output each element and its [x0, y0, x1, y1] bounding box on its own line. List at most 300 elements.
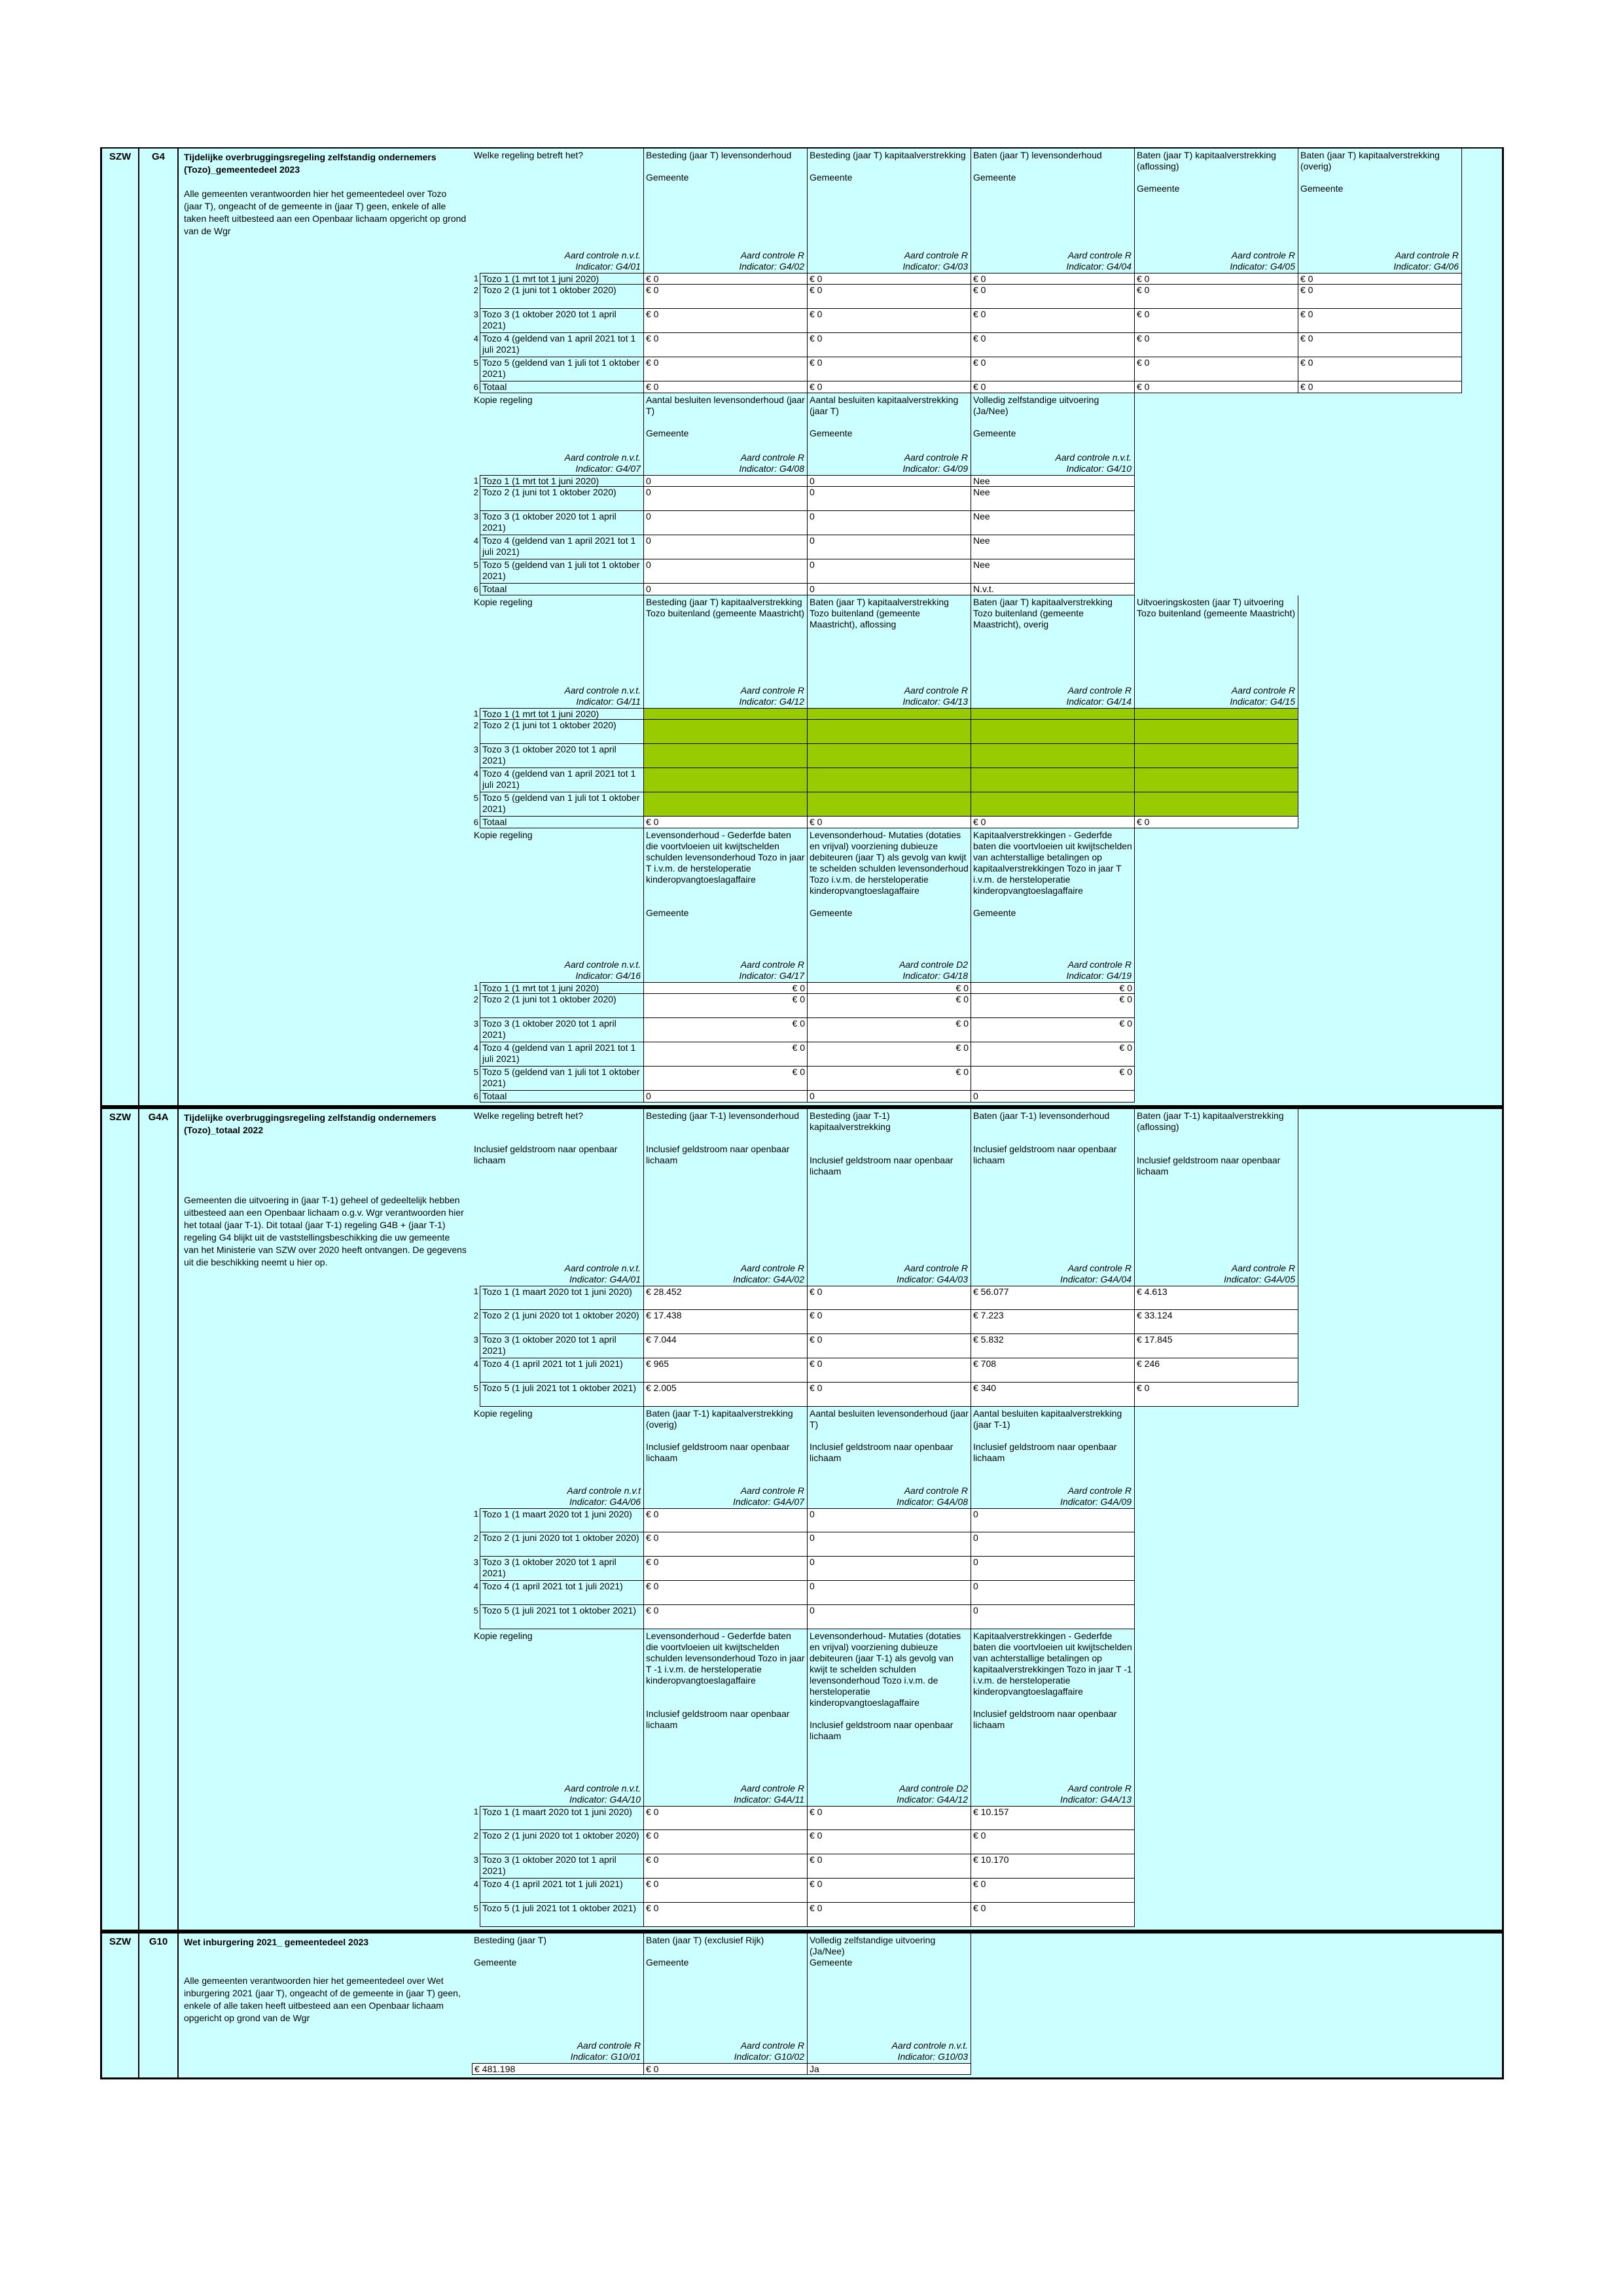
row-label-text: Tozo 4 (1 april 2021 tot 1 juli 2021): [480, 1358, 644, 1383]
row-label: [472, 708, 644, 720]
row-number: 4: [473, 1879, 478, 1889]
row-label-text: Tozo 2 (1 juni 2020 tot 1 oktober 2020): [480, 1310, 644, 1334]
row-number: 3: [473, 1019, 478, 1029]
value-cell[interactable]: € 0: [644, 333, 808, 357]
row-number: 6: [473, 1091, 478, 1101]
column-header-text: Kapitaalverstrekkingen - Gederfde baten die voortvloeien uit kwijtschelden van achterstallige betalingen op kapitaalverstrekkingen Tozo in jaar T -1 i.v.m. de hersteloperatie kinderopvangtoeslagaffaire Inclusief geldstroom naar openbaar lichaam: [973, 1631, 1132, 1730]
value-cell[interactable]: [644, 792, 808, 817]
row-label: [472, 475, 644, 487]
value-cell[interactable]: € 0: [808, 982, 971, 994]
row-number: 4: [473, 536, 478, 546]
value-cell[interactable]: [808, 708, 971, 720]
value-cell[interactable]: € 0: [644, 817, 808, 828]
control-indicator: Aard controle R Indicator: G4/09: [902, 452, 968, 474]
value-cell[interactable]: [808, 720, 971, 744]
block-header: [472, 595, 1462, 708]
value-cell[interactable]: [644, 768, 808, 792]
table-row: [472, 1042, 1462, 1067]
value-cell[interactable]: € 10.157: [971, 1806, 1135, 1830]
value-cell[interactable]: [808, 792, 971, 817]
table-row: [472, 511, 1462, 535]
value-cell[interactable]: € 0: [1298, 381, 1462, 393]
table-row: [472, 1581, 1298, 1605]
row-label: [472, 1903, 644, 1927]
table-row: [472, 1018, 1462, 1042]
row-number: 2: [473, 285, 478, 295]
value-cell[interactable]: € 0: [971, 1042, 1135, 1067]
row-label-text: Tozo 1 (1 maart 2020 tot 1 juni 2020): [480, 1806, 644, 1830]
row-label-text: Tozo 1 (1 maart 2020 tot 1 juni 2020): [480, 1508, 644, 1532]
row-number: 1: [473, 274, 478, 283]
column-header-text: Aantal besluiten levensonderhoud (jaar T) Gemeente: [646, 395, 805, 438]
column-header-text: Baten (jaar T) kapitaalverstrekking Tozo buitenland (gemeente Maastricht), overig: [973, 597, 1113, 629]
value-cell[interactable]: 0: [808, 559, 971, 584]
value-cell[interactable]: € 340: [971, 1383, 1135, 1407]
value-cell[interactable]: 0: [808, 1532, 971, 1557]
value-cell[interactable]: € 0: [808, 273, 971, 285]
row-number: 1: [473, 1807, 478, 1816]
value-cell[interactable]: € 0: [644, 1806, 808, 1830]
value-cell[interactable]: € 0: [808, 1042, 971, 1067]
value-cell[interactable]: € 0: [1135, 381, 1298, 393]
value-cell[interactable]: € 5.832: [971, 1334, 1135, 1358]
value-cell[interactable]: 0: [808, 475, 971, 487]
value-cell[interactable]: € 17.845: [1135, 1334, 1298, 1358]
row-label-text: Tozo 5 (geldend van 1 juli tot 1 oktober 2021): [480, 792, 644, 817]
table-row: [472, 1310, 1298, 1334]
value-cell[interactable]: € 0: [971, 994, 1135, 1018]
column-header: [644, 1407, 808, 1508]
column-header-text: Volledig zelfstandige uitvoering (Ja/Nee) Gemeente: [810, 1935, 936, 1968]
control-indicator: Aard controle R Indicator: G10/01: [570, 2040, 641, 2062]
control-indicator: Aard controle R Indicator: G4/19: [1066, 959, 1132, 981]
row-label-text: Tozo 4 (1 april 2021 tot 1 juli 2021): [480, 1581, 644, 1605]
value-cell[interactable]: € 7.223: [971, 1310, 1135, 1334]
value-cell[interactable]: € 0: [1298, 273, 1462, 285]
row-label: [472, 1286, 644, 1310]
table-row: [472, 768, 1462, 792]
value-cell[interactable]: 0: [644, 1091, 808, 1103]
value-cell[interactable]: Ja: [808, 2063, 971, 2075]
value-cell[interactable]: € 0: [808, 1879, 971, 1903]
column-header-text: Levensonderhoud - Gederfde baten die voortvloeien uit kwijtschelden schulden levensonderhoud Tozo in jaar T i.v.m. de hersteloperatie kinderopvangtoeslagaffaire Gemeente: [646, 830, 805, 918]
value-cell[interactable]: € 0: [644, 1067, 808, 1091]
value-cell[interactable]: € 0: [808, 333, 971, 357]
value-cell[interactable]: € 0: [971, 817, 1135, 828]
column-header: [644, 1629, 808, 1806]
column-header-text: Kapitaalverstrekkingen - Gederfde baten die voortvloeien uit kwijtschelden van achterstallige betalingen op kapitaalverstrekkingen Tozo in jaar T i.v.m. de hersteloperatie kinderopvangtoeslagaffaire Gemeente: [973, 830, 1132, 918]
value-cell[interactable]: € 0: [971, 1018, 1135, 1042]
control-indicator: Aard controle R Indicator: G4A/03: [897, 1263, 968, 1284]
row-label: [472, 720, 644, 744]
value-cell[interactable]: 0: [644, 475, 808, 487]
value-cell[interactable]: [808, 768, 971, 792]
value-cell[interactable]: € 0: [1135, 309, 1298, 333]
row-label-text: Tozo 2 (1 juni tot 1 oktober 2020): [480, 285, 644, 309]
value-cell[interactable]: € 0: [644, 2063, 808, 2075]
table-row: [472, 285, 1462, 309]
row-label-text: Tozo 3 (1 oktober 2020 tot 1 april 2021): [480, 1854, 644, 1879]
value-cell[interactable]: € 0: [644, 285, 808, 309]
value-cell[interactable]: € 965: [644, 1358, 808, 1383]
column-header-text: Besteding (jaar T) kapitaalverstrekking Tozo buitenland (gemeente Maastricht): [646, 597, 805, 618]
control-indicator: Aard controle R Indicator: G4/17: [739, 959, 804, 981]
section-g4a: [100, 1107, 1504, 1932]
row-number: 5: [473, 1067, 478, 1077]
value-cell[interactable]: [1135, 708, 1298, 720]
column-header-text: Aantal besluiten kapitaalverstrekking (jaar T) Gemeente: [810, 395, 959, 438]
column-header: [971, 393, 1135, 475]
value-cell[interactable]: € 0: [1298, 333, 1462, 357]
column-header: [1135, 1109, 1298, 1286]
row-number: 2: [473, 487, 478, 497]
column-header: [808, 393, 971, 475]
row-number: 6: [473, 817, 478, 827]
label-header-text: Kopie regeling: [474, 1631, 533, 1641]
value-cell[interactable]: € 0: [808, 1286, 971, 1310]
ministry-cell: SZW: [102, 1109, 139, 1930]
value-cell[interactable]: € 0: [808, 1903, 971, 1927]
value-cell[interactable]: € 0: [644, 1508, 808, 1532]
control-indicator: Aard controle R Indicator: G4A/13: [1060, 1783, 1132, 1805]
row-number: 1: [473, 983, 478, 993]
value-cell[interactable]: Nee: [971, 535, 1135, 559]
value-cell[interactable]: € 0: [971, 1879, 1135, 1903]
value-cell[interactable]: € 0: [808, 1018, 971, 1042]
value-cell[interactable]: € 0: [971, 1830, 1135, 1854]
row-number: 3: [473, 745, 478, 754]
row-label-text: Tozo 1 (1 maart 2020 tot 1 juni 2020): [480, 1286, 644, 1310]
value-cell[interactable]: € 0: [971, 1903, 1135, 1927]
row-label-text: Tozo 3 (1 oktober 2020 tot 1 april 2021): [480, 511, 644, 535]
value-cell[interactable]: 0: [644, 535, 808, 559]
value-cell[interactable]: € 0: [1135, 1383, 1298, 1407]
column-header-text: Baten (jaar T) kapitaalverstrekking Tozo buitenland (gemeente Maastricht), aflossing: [810, 597, 949, 629]
column-header-text: Baten (jaar T-1) levensonderhoud Inclusief geldstroom naar openbaar lichaam: [973, 1110, 1117, 1165]
regulation-description: [179, 149, 472, 1105]
value-cell[interactable]: [1135, 768, 1298, 792]
control-indicator: Aard controle R Indicator: G4/13: [902, 685, 968, 707]
table-row: [472, 744, 1462, 768]
row-label: [472, 559, 644, 584]
row-label: [472, 1532, 644, 1557]
value-cell[interactable]: € 0: [808, 1806, 971, 1830]
value-cell[interactable]: € 0: [644, 1903, 808, 1927]
row-label: [472, 1091, 644, 1103]
row-label-text: Tozo 4 (geldend van 1 april 2021 tot 1 juli 2021): [480, 768, 644, 792]
row-number: 5: [473, 1903, 478, 1913]
control-indicator: Aard controle R Indicator: G4/12: [739, 685, 804, 707]
value-cell[interactable]: 0: [808, 1605, 971, 1629]
table-row: [472, 792, 1462, 817]
row-label-text: Tozo 3 (1 oktober 2020 tot 1 april 2021): [480, 309, 644, 333]
row-label-text: Tozo 4 (geldend van 1 april 2021 tot 1 juli 2021): [480, 535, 644, 559]
value-cell[interactable]: € 0: [644, 309, 808, 333]
column-header-text: Aantal besluiten kapitaalverstrekking (jaar T-1) Inclusief geldstroom naar openbaar lichaam: [973, 1408, 1122, 1463]
column-header: [472, 1934, 644, 2063]
grid-body: [472, 1109, 1298, 1927]
value-cell[interactable]: [808, 744, 971, 768]
row-label-text: Tozo 4 (geldend van 1 april 2021 tot 1 juli 2021): [480, 1042, 644, 1067]
row-number: 6: [473, 382, 478, 392]
block-header: [472, 393, 1462, 475]
control-indicator: Aard controle n.v.t. Indicator: G10/03: [891, 2040, 968, 2062]
column-header: [971, 1109, 1135, 1286]
value-cell[interactable]: € 0: [971, 357, 1135, 381]
value-cell[interactable]: [644, 708, 808, 720]
column-header-text: Besteding (jaar T-1) levensonderhoud Inclusief geldstroom naar openbaar lichaam: [646, 1110, 800, 1165]
value-cell[interactable]: € 246: [1135, 1358, 1298, 1383]
value-cell[interactable]: € 0: [644, 1830, 808, 1854]
row-number: 4: [473, 769, 478, 779]
table-row: [472, 1532, 1298, 1557]
grid-body: [472, 149, 1462, 1103]
row-label: [472, 817, 644, 828]
row-label-text: Tozo 4 (1 april 2021 tot 1 juli 2021): [480, 1879, 644, 1903]
column-header: [971, 1407, 1135, 1508]
column-header-text: Levensonderhoud- Mutaties (dotaties en vrijval) voorziening dubieuze debiteuren (jaar T-1) als gevolg van kwijt te schelden schulden levensonderhoud Tozo i.v.m. de hersteloperatie kinderopvangtoeslagaffaire Inclusief geldstroom naar openbaar lichaam: [810, 1631, 961, 1741]
value-cell[interactable]: 0: [971, 1581, 1135, 1605]
value-cell[interactable]: € 0: [971, 381, 1135, 393]
row-label-header: [472, 149, 644, 273]
value-cell[interactable]: € 0: [808, 994, 971, 1018]
value-cell[interactable]: € 0: [971, 309, 1135, 333]
row-label-text: Totaal: [480, 1091, 644, 1103]
value-cell[interactable]: € 0: [1135, 285, 1298, 309]
value-cell[interactable]: [971, 708, 1135, 720]
row-number: 5: [473, 560, 478, 570]
value-cell[interactable]: 0: [808, 511, 971, 535]
table-row: [472, 1067, 1462, 1091]
value-cell[interactable]: € 0: [808, 1067, 971, 1091]
column-header-text: Besteding (jaar T) levensonderhoud Gemeente: [646, 150, 792, 183]
row-label: [472, 1854, 644, 1879]
value-cell[interactable]: 0: [808, 584, 971, 595]
value-cell[interactable]: € 0: [644, 1879, 808, 1903]
value-cell[interactable]: [971, 720, 1135, 744]
value-cell[interactable]: € 4.613: [1135, 1286, 1298, 1310]
value-cell[interactable]: 0: [971, 1605, 1135, 1629]
section-g4: [100, 147, 1504, 1107]
column-header-text: Aantal besluiten levensonderhoud (jaar T) Inclusief geldstroom naar openbaar lichaam: [810, 1408, 969, 1463]
row-label: [472, 1383, 644, 1407]
value-cell[interactable]: € 0: [1135, 817, 1298, 828]
value-cell[interactable]: € 0: [808, 1334, 971, 1358]
table-row: [472, 1334, 1298, 1358]
value-cell[interactable]: € 0: [644, 357, 808, 381]
row-number: 2: [473, 995, 478, 1004]
row-label: [472, 1879, 644, 1903]
value-cell[interactable]: € 0: [808, 357, 971, 381]
value-cell[interactable]: € 0: [644, 273, 808, 285]
control-indicator: Aard controle R Indicator: G4/02: [739, 250, 804, 272]
value-cell[interactable]: € 0: [644, 1532, 808, 1557]
value-cell[interactable]: 0: [971, 1091, 1135, 1103]
row-label-text: Tozo 1 (1 mrt tot 1 juni 2020): [480, 273, 644, 285]
row-label-text: Tozo 5 (1 juli 2021 tot 1 oktober 2021): [480, 1383, 644, 1407]
value-cell[interactable]: € 0: [644, 1018, 808, 1042]
table-row: [472, 1830, 1298, 1854]
column-header-text: Uitvoeringskosten (jaar T) uitvoering Tozo buitenland (gemeente Maastricht): [1137, 597, 1296, 618]
value-cell[interactable]: Nee: [971, 475, 1135, 487]
value-cell[interactable]: € 10.170: [971, 1854, 1135, 1879]
value-cell[interactable]: € 0: [644, 381, 808, 393]
value-cell[interactable]: € 0: [1298, 309, 1462, 333]
row-number: 4: [473, 1581, 478, 1591]
row-label: [472, 1806, 644, 1830]
column-header: [971, 828, 1135, 982]
column-header: [1298, 149, 1462, 273]
value-cell[interactable]: € 481.198: [472, 2063, 644, 2075]
row-label-header: [472, 393, 644, 475]
value-cell[interactable]: 0: [808, 1581, 971, 1605]
block-header: [472, 1407, 1298, 1508]
value-cell[interactable]: [1135, 792, 1298, 817]
row-label: [472, 744, 644, 768]
table-row: [472, 535, 1462, 559]
value-cell[interactable]: 0: [808, 487, 971, 511]
column-header: [971, 595, 1135, 708]
row-label: [472, 333, 644, 357]
table-row: [472, 817, 1462, 828]
row-label: [472, 357, 644, 381]
value-cell[interactable]: € 0: [644, 982, 808, 994]
column-header: [808, 1407, 971, 1508]
table-row: [472, 333, 1462, 357]
value-cell[interactable]: 0: [971, 1508, 1135, 1532]
value-cell[interactable]: [1135, 720, 1298, 744]
value-cell[interactable]: [971, 744, 1135, 768]
value-cell[interactable]: € 0: [1135, 273, 1298, 285]
regulation-title: Tijdelijke overbruggingsregeling zelfstandig ondernemers (Tozo)_totaal 2022: [184, 1112, 437, 1135]
value-cell[interactable]: € 17.438: [644, 1310, 808, 1334]
control-indicator: Aard controle R Indicator: G4A/11: [734, 1783, 804, 1805]
value-cell[interactable]: € 0: [808, 309, 971, 333]
row-label: [472, 285, 644, 309]
row-number: 2: [473, 1311, 478, 1320]
value-cell[interactable]: 0: [644, 511, 808, 535]
row-label: [472, 1018, 644, 1042]
value-cell[interactable]: € 0: [971, 285, 1135, 309]
control-indicator: Aard controle R Indicator: G10/02: [734, 2040, 804, 2062]
table-row: [472, 1854, 1298, 1879]
value-cell[interactable]: € 28.452: [644, 1286, 808, 1310]
value-cell[interactable]: 0: [808, 1091, 971, 1103]
row-number: 5: [473, 358, 478, 368]
value-cell[interactable]: € 0: [808, 1310, 971, 1334]
value-cell[interactable]: 0: [808, 1508, 971, 1532]
control-indicator: Aard controle n.v.t. Indicator: G4A/10: [564, 1783, 641, 1805]
value-cell[interactable]: € 0: [1298, 357, 1462, 381]
value-cell[interactable]: € 0: [644, 1557, 808, 1581]
value-cell[interactable]: € 0: [971, 982, 1135, 994]
value-cell[interactable]: € 0: [808, 1383, 971, 1407]
value-cell[interactable]: 0: [808, 535, 971, 559]
value-cell[interactable]: € 0: [644, 1581, 808, 1605]
value-cell[interactable]: € 0: [644, 1854, 808, 1879]
value-cell[interactable]: [971, 792, 1135, 817]
value-cell[interactable]: € 0: [1135, 333, 1298, 357]
row-label-text: Tozo 3 (1 oktober 2020 tot 1 april 2021): [480, 1018, 644, 1042]
row-label-text: Tozo 1 (1 mrt tot 1 juni 2020): [480, 475, 644, 487]
row-label: [472, 309, 644, 333]
table-row: [472, 584, 1462, 595]
value-cell[interactable]: € 7.044: [644, 1334, 808, 1358]
row-number: 2: [473, 1533, 478, 1543]
row-label-header: [472, 1407, 644, 1508]
value-cell[interactable]: 0: [808, 1557, 971, 1581]
column-header-text: Levensonderhoud- Mutaties (dotaties en vrijval) voorziening dubieuze debiteuren (jaar T) als gevolg van kwijt te schelden schulden levensonderhoud Tozo i.v.m. de hersteloperatie kinderopvangtoeslagaffaire Gemeente: [810, 830, 969, 918]
row-label: [472, 1557, 644, 1581]
control-indicator: Aard controle R Indicator: G4A/08: [897, 1485, 968, 1507]
control-indicator: Aard controle R Indicator: G4/03: [902, 250, 968, 272]
value-cell[interactable]: Nee: [971, 487, 1135, 511]
row-label: [472, 1605, 644, 1629]
value-cell[interactable]: € 708: [971, 1358, 1135, 1383]
row-number: 3: [473, 309, 478, 319]
table-row: [472, 487, 1462, 511]
value-cell[interactable]: 0: [644, 487, 808, 511]
value-cell[interactable]: € 0: [971, 1067, 1135, 1091]
label-header-text: Welke regeling betreft het? Inclusief geldstroom naar openbaar lichaam: [474, 1110, 618, 1165]
row-label: [472, 273, 644, 285]
control-indicator: Aard controle R Indicator: G4/08: [739, 452, 804, 474]
value-cell[interactable]: € 2.005: [644, 1383, 808, 1407]
value-cell[interactable]: € 0: [971, 273, 1135, 285]
value-cell[interactable]: [971, 768, 1135, 792]
value-cell[interactable]: 0: [971, 1532, 1135, 1557]
value-cell[interactable]: [644, 744, 808, 768]
value-cell[interactable]: € 0: [1135, 357, 1298, 381]
value-cell[interactable]: € 0: [644, 994, 808, 1018]
value-cell[interactable]: € 33.124: [1135, 1310, 1298, 1334]
value-cell[interactable]: [644, 720, 808, 744]
value-cell[interactable]: € 0: [644, 1042, 808, 1067]
ministry-cell: SZW: [102, 149, 139, 1105]
value-cell[interactable]: [1135, 744, 1298, 768]
value-cell[interactable]: € 0: [644, 1605, 808, 1629]
value-cell[interactable]: € 56.077: [971, 1286, 1135, 1310]
control-indicator: Aard controle n.v.t. Indicator: G4/01: [564, 250, 641, 272]
row-label: [472, 584, 644, 595]
control-indicator: Aard controle R Indicator: G4/06: [1393, 250, 1459, 272]
table-row: [472, 1605, 1298, 1629]
control-indicator: Aard controle R Indicator: G4/15: [1230, 685, 1295, 707]
value-cell[interactable]: € 0: [971, 333, 1135, 357]
value-cell[interactable]: € 0: [808, 381, 971, 393]
value-cell[interactable]: € 0: [1298, 285, 1462, 309]
block-header: [472, 1629, 1298, 1806]
column-header-text: Besteding (jaar T-1) kapitaalverstrekking Inclusief geldstroom naar openbaar lichaam: [810, 1110, 954, 1176]
value-cell[interactable]: 0: [644, 584, 808, 595]
value-cell[interactable]: Nee: [971, 559, 1135, 584]
block-header: [472, 828, 1462, 982]
value-cell[interactable]: Nee: [971, 511, 1135, 535]
value-cell[interactable]: 0: [644, 559, 808, 584]
value-cell[interactable]: € 0: [808, 1830, 971, 1854]
column-header: [644, 393, 808, 475]
value-cell[interactable]: € 0: [808, 285, 971, 309]
value-cell[interactable]: 0: [971, 1557, 1135, 1581]
value-cell[interactable]: € 0: [808, 1854, 971, 1879]
row-label-text: Tozo 4 (geldend van 1 april 2021 tot 1 juli 2021): [480, 333, 644, 357]
table-row: [472, 982, 1462, 994]
value-cell[interactable]: N.v.t.: [971, 584, 1135, 595]
value-cell[interactable]: € 0: [808, 817, 971, 828]
column-header: [644, 1934, 808, 2063]
value-cell[interactable]: € 0: [808, 1358, 971, 1383]
column-header: [644, 595, 808, 708]
